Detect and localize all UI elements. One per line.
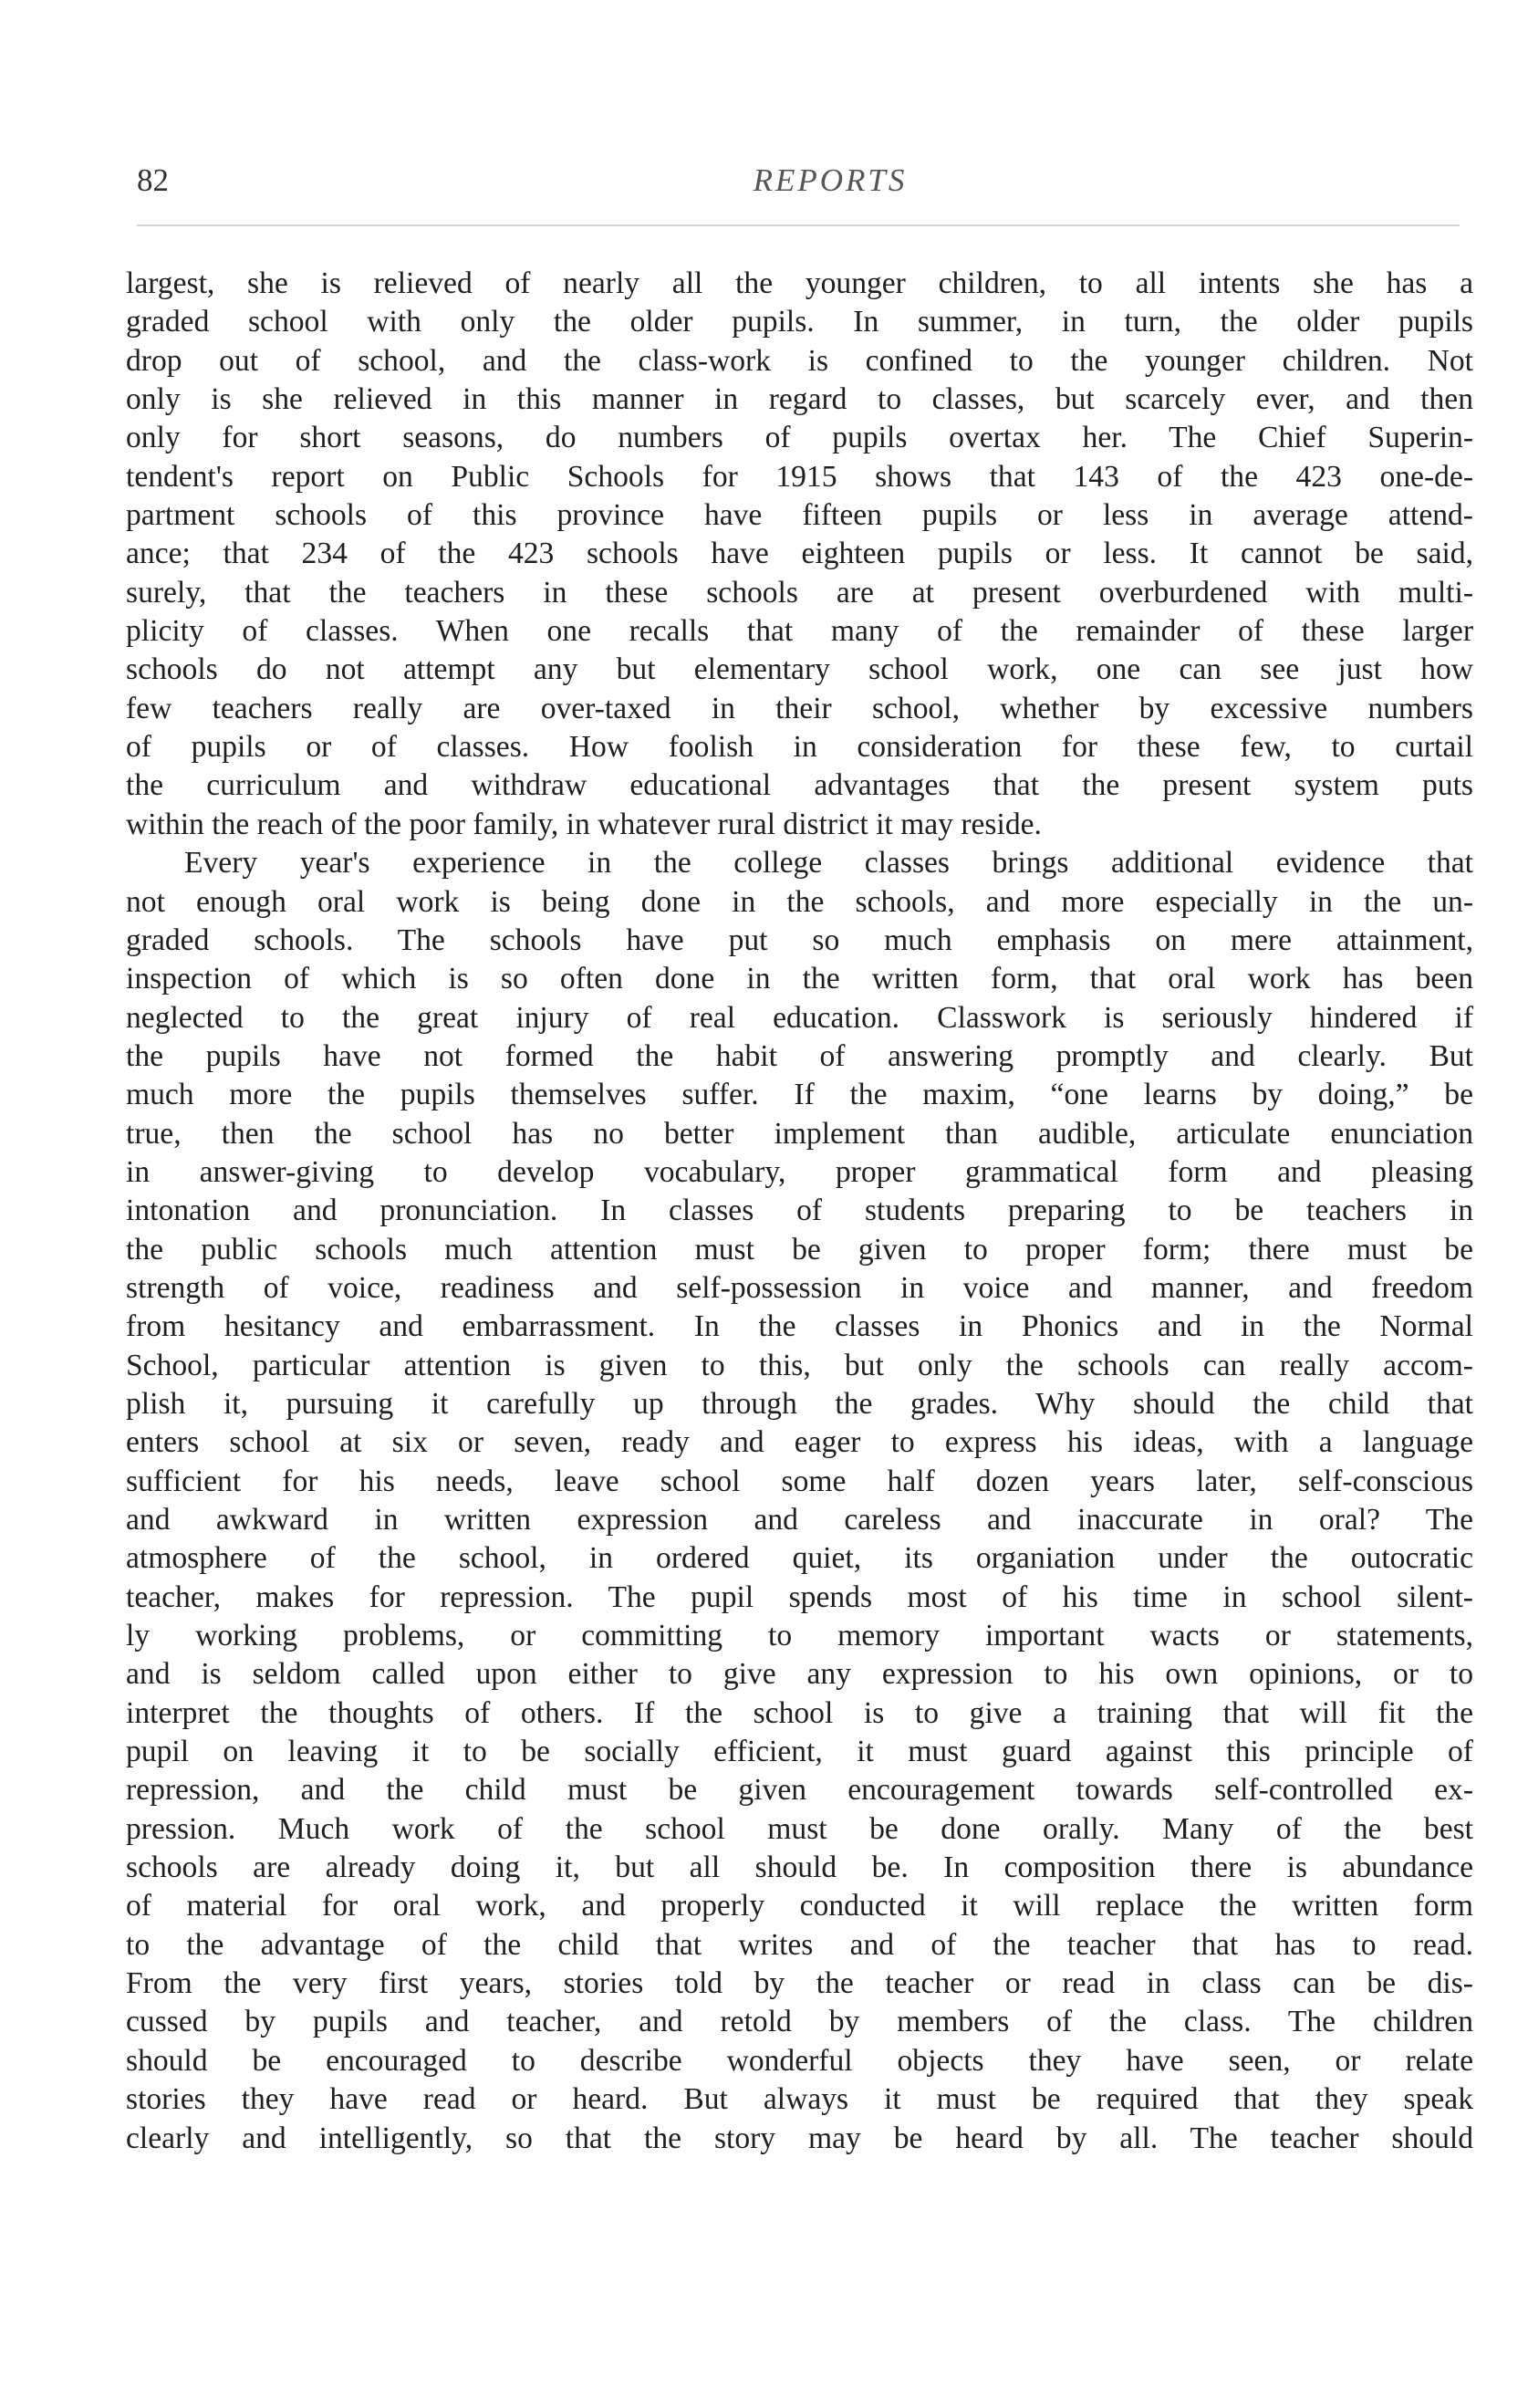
text-line: drop out of school, and the class-work is confined to the younger children. Not bbox=[126, 343, 1473, 378]
text-line: repression, and the child must be given encouragement towards self-controlled ex- bbox=[126, 1773, 1473, 1808]
text-line: cussed by pupils and teacher, and retold by members of the class. The children bbox=[126, 2005, 1473, 2039]
text-line: atmosphere of the school, in ordered quiet, its organiation under the outocratic bbox=[126, 1541, 1473, 1576]
text-line: the curriculum and withdraw educational advantages that the present system puts bbox=[126, 768, 1473, 803]
text-line: of material for oral work, and properly conducted it will replace the written form bbox=[126, 1889, 1473, 1923]
body-text bbox=[126, 265, 1473, 2158]
text-line: strength of voice, readiness and self-possession in voice and manner, and freedom bbox=[126, 1270, 1473, 1305]
text-line: Every year's experience in the college classes brings additional evidence that bbox=[184, 846, 1473, 881]
text-line: to the advantage of the child that writes and of the teacher that has to read. bbox=[126, 1927, 1473, 1962]
text-line: intonation and pronunciation. In classes of students preparing to be teachers in bbox=[126, 1194, 1473, 1228]
page-header bbox=[137, 162, 1460, 217]
text-line: neglected to the great injury of real education. Classwork is seriously hindered if bbox=[126, 1000, 1473, 1035]
paragraph bbox=[126, 265, 1473, 844]
text-line: clearly and intelligently, so that the story may be heard by all. The teacher should bbox=[126, 2121, 1473, 2155]
text-line: tendent's report on Public Schools for 1915 shows that 143 of the 423 one-de- bbox=[126, 459, 1473, 494]
text-line: interpret the thoughts of others. If the school is to give a training that will fit the bbox=[126, 1695, 1473, 1730]
page-number: 82 bbox=[137, 162, 169, 198]
text-line: graded schools. The schools have put so much emphasis on mere attainment, bbox=[126, 923, 1473, 957]
text-line: School, particular attention is given to this, but only the schools can really accom- bbox=[126, 1348, 1473, 1382]
text-line: much more the pupils themselves suffer. If the maxim, “one learns by doing,” be bbox=[126, 1078, 1473, 1112]
header-rule bbox=[137, 224, 1460, 226]
text-line: only is she relieved in this manner in regard to classes, but scarcely ever, and then bbox=[126, 382, 1473, 417]
text-line: enters school at six or seven, ready and eager to express his ideas, with a language bbox=[126, 1425, 1473, 1460]
text-line: schools do not attempt any but elementary school work, one can see just how bbox=[126, 652, 1473, 687]
text-line: From the very first years, stories told by the teacher or read in class can be dis- bbox=[126, 1966, 1473, 2001]
text-line: partment schools of this province have fifteen pupils or less in average attend- bbox=[126, 498, 1473, 533]
text-line: stories they have read or heard. But always it must be required that they speak bbox=[126, 2082, 1473, 2117]
text-line: within the reach of the poor family, in whatever rural district it may reside. bbox=[126, 807, 1042, 841]
text-line: schools are already doing it, but all should be. In composition there is abundance bbox=[126, 1850, 1473, 1885]
text-line: inspection of which is so often done in the written form, that oral work has been bbox=[126, 962, 1473, 996]
text-line: and is seldom called upon either to give any expression to his own opinions, or to bbox=[126, 1657, 1473, 1692]
text-line: true, then the school has no better implement than audible, articulate enunciation bbox=[126, 1116, 1473, 1151]
text-line: in answer-giving to develop vocabulary, proper grammatical form and pleasing bbox=[126, 1154, 1473, 1189]
text-line: the pupils have not formed the habit of answering promptly and clearly. But bbox=[126, 1038, 1473, 1073]
text-line: largest, she is relieved of nearly all the younger children, to all intents she has a bbox=[126, 266, 1473, 300]
text-line: ance; that 234 of the 423 schools have eighteen pupils or less. It cannot be said, bbox=[126, 537, 1473, 571]
text-line: few teachers really are over-taxed in their school, whether by excessive numbers bbox=[126, 691, 1473, 725]
text-line: sufficient for his needs, leave school some half dozen years later, self-conscious bbox=[126, 1464, 1473, 1498]
running-head: REPORTS bbox=[753, 162, 908, 198]
text-line: teacher, makes for repression. The pupil spends most of his time in school silent- bbox=[126, 1579, 1473, 1614]
text-line: pression. Much work of the school must be done orally. Many of the best bbox=[126, 1811, 1473, 1846]
text-line: pupil on leaving it to be socially efficient, it must guard against this principle of bbox=[126, 1735, 1473, 1769]
text-line: surely, that the teachers in these schools are at present overburdened with multi- bbox=[126, 575, 1473, 610]
text-line: the public schools much attention must be given to proper form; there must be bbox=[126, 1232, 1473, 1267]
text-line: from hesitancy and embarrassment. In the classes in Phonics and in the Normal bbox=[126, 1309, 1473, 1344]
text-line: of pupils or of classes. How foolish in consideration for these few, to curtail bbox=[126, 730, 1473, 765]
text-line: graded school with only the older pupils. In summer, in turn, the older pupils bbox=[126, 305, 1473, 339]
text-line: only for short seasons, do numbers of pupils overtax her. The Chief Superin- bbox=[126, 421, 1473, 455]
text-line: should be encouraged to describe wonderful objects they have seen, or relate bbox=[126, 2043, 1473, 2078]
text-line: and awkward in written expression and careless and inaccurate in oral? The bbox=[126, 1503, 1473, 1537]
text-line: plicity of classes. When one recalls that many of the remainder of these larger bbox=[126, 614, 1473, 649]
paragraph bbox=[126, 844, 1473, 2158]
text-line: ly working problems, or committing to memory important wacts or statements, bbox=[126, 1619, 1473, 1653]
text-line: not enough oral work is being done in the schools, and more especially in the un- bbox=[126, 884, 1473, 919]
text-line: plish it, pursuing it carefully up through the grades. Why should the child that bbox=[126, 1386, 1473, 1421]
